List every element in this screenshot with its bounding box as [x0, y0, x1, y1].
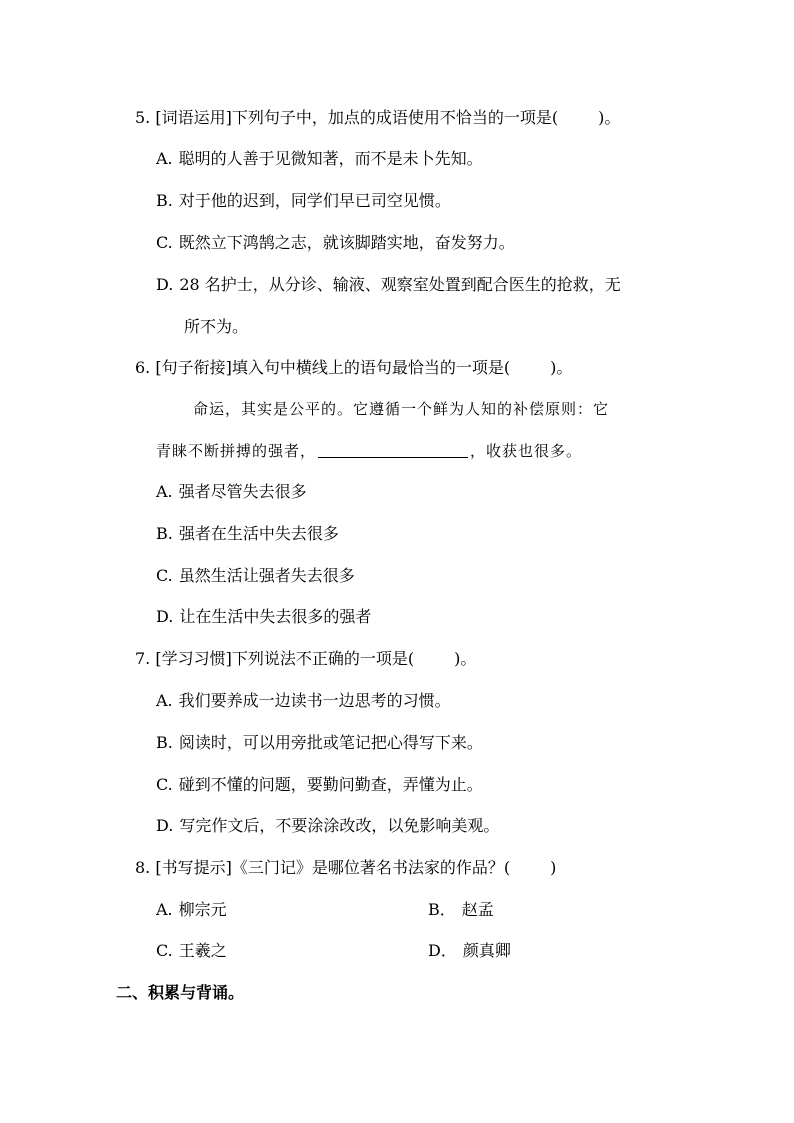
option-b[interactable]	[156, 191, 451, 211]
option-c[interactable]	[156, 566, 355, 586]
option-text: 碰到不懂的问题，要勤问勤查，弄懂为止。	[178, 775, 483, 794]
option-c[interactable]	[156, 941, 227, 961]
question-text: 填入句中横线上的语句最恰当的一项是(	[231, 358, 511, 377]
option-a[interactable]	[156, 149, 483, 169]
option-b[interactable]	[156, 524, 339, 544]
option-letter: B．	[428, 900, 456, 919]
option-c[interactable]	[156, 775, 483, 795]
option-d[interactable]	[156, 275, 621, 295]
question-tag: [句子衔接]	[155, 358, 232, 377]
option-letter: D.	[156, 607, 174, 626]
option-text: 既然立下鸿鹄之志，就该脚踏实地，奋发努力。	[178, 233, 515, 252]
question-tag: [词语运用]	[155, 108, 232, 127]
option-d[interactable]	[428, 941, 511, 961]
option-text: 聪明的人善于见微知著，而不是未卜先知。	[178, 149, 483, 168]
option-text: 我们要养成一边读书一边思考的习惯。	[178, 691, 451, 710]
option-letter: B.	[156, 733, 173, 752]
question-6-stem	[135, 358, 572, 378]
question-tag: [书写提示]	[155, 858, 232, 877]
question-tag: [学习习惯]	[155, 649, 232, 668]
option-letter: C.	[156, 775, 173, 794]
option-text: 写完作文后，不要涂涂改改，以免影响美观。	[179, 816, 500, 835]
question-7-stem	[135, 649, 476, 669]
question-number: 6.	[135, 358, 151, 377]
passage-text: 青睐不断拼搏的强者，	[156, 442, 317, 460]
option-text: 颜真卿	[462, 941, 511, 960]
option-d[interactable]	[156, 816, 499, 836]
option-b[interactable]	[156, 733, 483, 753]
question-text: 下列说法不正确的一项是(	[231, 649, 415, 668]
question-5-stem	[135, 108, 620, 128]
passage-line-2	[156, 441, 582, 461]
passage-line-1	[193, 399, 609, 419]
option-letter: A.	[156, 691, 173, 710]
option-letter: A.	[156, 149, 173, 168]
option-letter: C.	[156, 566, 173, 585]
option-text: 所不为。	[184, 317, 249, 336]
option-a[interactable]	[156, 691, 451, 711]
question-text: 下列句子中，加点的成语使用不恰当的一项是(	[231, 108, 559, 127]
option-letter: D.	[156, 275, 174, 294]
option-text: 28 名护士，从分诊、输液、观察室处置到配合医生的抢救，无	[179, 275, 621, 294]
option-letter: A.	[156, 482, 173, 501]
option-text: 赵孟	[461, 900, 494, 919]
question-8-stem	[135, 858, 556, 878]
option-text: 阅读时，可以用旁批或笔记把心得写下来。	[178, 733, 483, 752]
option-a[interactable]	[156, 900, 227, 920]
question-end: )。	[598, 108, 621, 127]
option-text: 让在生活中失去很多的强者	[179, 607, 372, 626]
fill-in-blank[interactable]	[318, 441, 468, 458]
option-text: 强者在生活中失去很多	[178, 524, 339, 543]
option-letter: D．	[428, 941, 457, 960]
question-end: )。	[550, 358, 573, 377]
passage-text: 命运，其实是公平的。它遵循一个鲜为人知的补偿原则：它	[193, 400, 610, 418]
option-a[interactable]	[156, 482, 307, 502]
option-b[interactable]	[428, 900, 494, 920]
question-number: 5.	[135, 108, 151, 127]
question-number: 7.	[135, 649, 151, 668]
option-letter: C.	[156, 941, 173, 960]
option-text: 柳宗元	[178, 900, 227, 919]
question-number: 8.	[135, 858, 151, 877]
option-text: 强者尽管失去很多	[178, 482, 307, 501]
option-letter: B.	[156, 524, 173, 543]
option-letter: A.	[156, 900, 173, 919]
option-text: 虽然生活让强者失去很多	[178, 566, 355, 585]
question-end: )	[550, 858, 557, 877]
option-text: 王羲之	[178, 941, 227, 960]
option-d[interactable]	[156, 607, 371, 627]
question-text: 《三门记》是哪位著名书法家的作品？(	[231, 858, 511, 877]
option-letter: D.	[156, 816, 174, 835]
option-letter: B.	[156, 191, 173, 210]
option-d-continuation	[184, 317, 248, 337]
question-end: )。	[454, 649, 477, 668]
option-c[interactable]	[156, 233, 515, 253]
option-text: 对于他的迟到，同学们早已司空见惯。	[178, 191, 451, 210]
option-letter: C.	[156, 233, 173, 252]
section-heading: 二、积累与背诵。	[116, 983, 245, 1002]
passage-text: ，收获也很多。	[470, 442, 583, 460]
